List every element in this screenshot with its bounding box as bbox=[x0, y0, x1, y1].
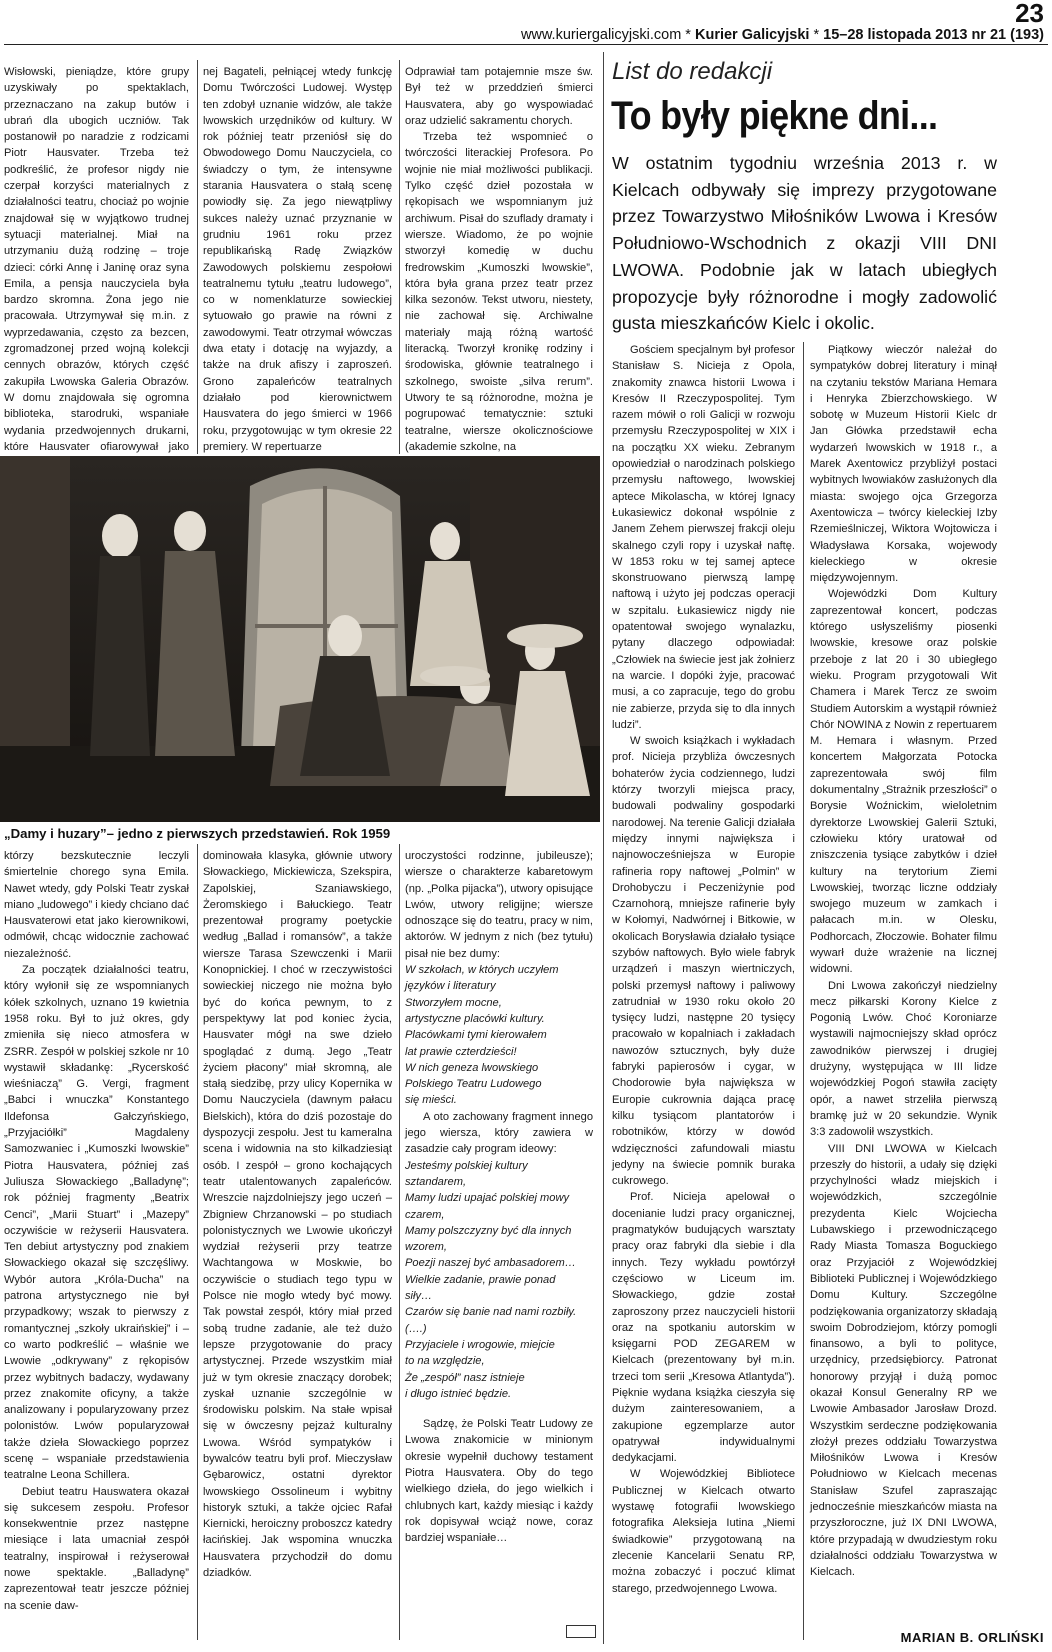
article-bottom-column-2 bbox=[203, 848, 392, 1640]
article-bottom-column-1 bbox=[4, 848, 189, 1640]
column-divider bbox=[399, 844, 400, 1640]
page-number: 23 bbox=[1015, 0, 1044, 28]
poem-line: Że „zespół” nasz istnieje bbox=[405, 1371, 525, 1384]
article-top-column-3 bbox=[405, 64, 593, 454]
separator: * bbox=[809, 27, 824, 43]
paragraph: Debiut teatru Hauswatera okazał się sukcesem zespołu. Profesor konsekwentnie przez następne miesiące i lata umacniał zespół teatralny, inspirował i reżyserował nowe spektakle. „Balladynę” zaprezentował teatr jeszcze później na scenie daw- bbox=[4, 1485, 189, 1612]
poem-line: Placówkami tymi kierowałem bbox=[405, 1029, 547, 1042]
poem-line: Mamy ludzi upajać polskiej mowy bbox=[405, 1192, 570, 1205]
paragraph: nej Bagateli, pełniącej wtedy funkcję Domu Twórczości Ludowej. Występ ten zdobył uznanie widzów, ale także lwowskich urzędników od kultury. W rok później teatr przeniósł się do Obwodowego Domu Nauczyciela, co świadczy o tym, że intensywne starania Hausvatera o stałą scenę powiodły się. Za jego niewątpliwy sukces należy uznać przyznanie w grudniu 1961 roku przez republikańską Radę Związków Zawodowych polskiemu zespołowi teatralnemu tytułu „teatru ludowego”, co w nomenklaturze sowieckiej sytuowało go prawie na równi z zawodowymi. Teatr otrzymał wówczas dwa etaty i dotację na wyjazdy, a także na druk afiszy i zaproszeń. Grono zapaleńców teatralnych działało pod kierownictwem Hausvatera do jego śmierci w 1966 roku, przygotowując w tym okresie 22 premiery. W repertuarze bbox=[203, 66, 392, 453]
paragraph: dominowała klasyka, głównie utwory Słowackiego, Mickiewicza, Szekspira, Zapolskiej, Szaniawskiego, Żeromskiego i Bałuckiego. Teatr prezentował programy poetyckie według „Ballad i romansów”, a także wiersze Tarasa Szewczenki i Marii Konopnickiej. I choć w rzeczywistości sowieckiej niczego nie można było być do końca pewnym, to z perspektywy lat pod koniec życia, Hausvater mógł na swe dzieło spoglądać z dumą. Jego „Teatr życiem płacony” miał skromną, ale stałą siedzibę, przy ulicy Kopernika w Domu Nauczyciela (dawnym pałacu Bielskich), która do dziś pozostaje do dyspozycji zespołu. Jest tu kameralna scena i widownia na sto kilkadziesiąt osób. I zespół – grono kochających teatr utalentowanych zapaleńców. Wreszcie najzdolniejszy jego uczeń – Zbigniew Chrzanowski – po studiach polonistycznych we Lwowie ukończył wydział reżyserii przy teatrze Wachtangowa w Moskwie, bo oczywiście o studiach tego typu w Polsce nie mogło wtedy być mowy. Tak powstał zespół, który miał przed sobą trudne zadanie, ale też dużo lepsze przygotowanie do pracy artystycznej. Przede wszystkim miał już w tym okresie znaczący dorobek; zyskał uznanie szczególnie w środowisku polskim. Na stałe wpisał się w ówczesny pejzaż kulturalny Lwowa. Wśród sympatyków i bywalców teatru byli prof. Mieczysław Gębarowicz, ostatni dyrektor lwowskiego Ossolineum i wybitny historyk sztuki, a także ojciec Rafał Kiernicki, heroiczny proboszcz katedry łacińskiej. Jak wspomina wnuczka Hausvatera przychodził do domu dziadków. bbox=[203, 850, 392, 1580]
paragraph: Prof. Nicieja apelował o docenianie ludzi pracy organicznej, pragmatyków budujących warsztaty pracy oraz fabryki dla siebie i dla innych. Tezy wykładu powtórzył częściowo w Liceum im. Słowackiego, gdzie został zaproszony przez nauczycieli historii oraz na spotkaniu autorskim w księgarni POD ZEGAREM w Kielcach (prezentowany był m.in. trzeci tom serii „Kresowa Atlantyda”). Pięknie wydana książka cieszyła się dużym zainteresowaniem, a zakupione egzemplarze autor opatrywał indywidualnymi dedykacjami. bbox=[612, 1191, 795, 1465]
poem-line: to na względzie, bbox=[405, 1355, 485, 1368]
poem-line: i długo istnieć będzie. bbox=[405, 1387, 512, 1400]
poem-line: Polskiego Teatru Ludowego bbox=[405, 1078, 542, 1091]
poem-line: języków i literatury bbox=[405, 980, 496, 993]
paragraph: Wojewódzki Dom Kultury zaprezentował koncert, podczas którego usłyszeliśmy piosenki lwowskie, kresowe oraz polskie przeboje z lat 20 i 30 ubiegłego wieku. Program przygotowali Wit Chamera i Marek Tercz ze swoim Studiem Autorskim a wystąpił również Chór NOWINA z Nowin z repertuarem M. Hemara i własnym. Przed koncertem Małgorzata Potocka zaprezentowała swój film dokumentalny „Strażnik przeszłości” o Borysie Woźnickim, wieloletnim dyrektorze Lwowskiej Galerii Sztuki, człowieku który uratował od zniszczenia tysiące zabytków i dzieł kultury na terytorium Ziemi Lwowskiej, tworząc liczne oddziały swojego muzeum w zamkach i pałacach m.in. w Olesku, Podhorcach, Złoczowie. Bohater filmu wywarł duże wrażenie na licznej widowni. bbox=[810, 588, 997, 976]
article-lead: W ostatnim tygodniu września 2013 r. w Kielcach odbywały się imprezy przygotowane przez Towarzystwo Miłośników Lwowa i Kresów Południowo-Wschodnich z okazji VIII DNI LWOWA. Podobnie jak w latach ubiegłych propozycje były różnorodne i mogły zadowolić gusta mieszkańców Kielc i okolic. bbox=[612, 153, 997, 334]
poem-line: Wielkie zadanie, prawie ponad bbox=[405, 1273, 556, 1286]
poem-line: Przyjaciele i wrogowie, miejcie bbox=[405, 1338, 555, 1351]
paragraph: A oto zachowany fragment innego jego wiersza, który zawiera w zasadzie cały program ideowy: bbox=[405, 1110, 593, 1156]
paragraph: Trzeba też wspomnieć o twórczości literackiej Profesora. Po wojnie nie miał możliwości publikacji. Tylko część dzieł pozostała w rękopisach we wspomnianym już archiwum. Pisał do szuflady dramaty i wiersze. Wiadomo, że po wojnie stworzył komedię w duchu fredrowskim „Kumoszki lwowskie”, która była grana przez teatr przez kilka sezonów. Tekst utworu, niestety, nie zachował się. Archiwalne materiały mają różną wartość literacką. Tworzył kronikę rodziny i środowiska, głównie teatralnego i szkolnego, swoiste „silva rerum”. Utwory te są różnorodne, można je pogrupować tematycznie: sztuki teatralne, wiersze okolicznościowe (akademie szkolne, na bbox=[405, 131, 593, 453]
letter-column-2 bbox=[810, 342, 997, 1630]
theatre-photo bbox=[0, 456, 600, 822]
poem-line: siły… bbox=[405, 1290, 433, 1303]
poem-line: czarem, bbox=[405, 1208, 445, 1221]
theatre-photo-image bbox=[0, 456, 600, 822]
header-rule bbox=[4, 44, 1048, 45]
poem-line: artystyczne placówki kultury. bbox=[405, 1012, 545, 1025]
end-of-article-mark bbox=[566, 1625, 596, 1638]
article-top-column-2 bbox=[203, 64, 392, 454]
poem-line: Mamy polszczyzny być dla innych bbox=[405, 1224, 572, 1237]
page-header bbox=[0, 0, 1052, 44]
paragraph: Piątkowy wieczór należał do sympatyków dobrej literatury i minął na czytaniu tekstów Mariana Hemara i Henryka Zbierzchowskiego. W sobotę w Muzeum Historii Kielc dr Jan Główka przedstawił echa wydarzeń lwowskich w 1918 r., a Marek Axentowicz przybliżył postaci wybitnych lwowiaków zasłużonych dla miasta: swojego ojca Grzegorza Axentowicza – twórcy kieleckiej Izby Rzemieślniczej, Wiktora Wojtowicza i Władysława Korsaka, wojewody kieleckiego w okresie międzywojennym. bbox=[810, 344, 997, 585]
article-top-column-1 bbox=[4, 64, 189, 454]
separator: * bbox=[681, 27, 695, 43]
poem-line: Czarów się banie nad nami rozbiły. bbox=[405, 1306, 577, 1319]
poem-line: sztandarem, bbox=[405, 1175, 467, 1188]
poem-line: Poezji naszej być ambasadorem… bbox=[405, 1257, 576, 1270]
poem-1 bbox=[405, 962, 593, 1109]
paragraph: W swoich książkach i wykładach prof. Nicieja przybliża ówczesnych bohaterów życia codziennego, ludzi którzy tworzyli miejsca pracy, budowali podwaliny gospodarki narodowej. Na terenie Galicji działała między innymi największa i najnowocześniejsza w Europie rafineria ropy naftowej „Polmin” w Drohobyczu i Peczeniżynie pod Czarnohorą, mniejsze rafinerie były w Kołomyi, Nadwórnej i Bitkowie, w okolicach Borysławia działało tysiące szybów naftowych. Było wiele fabryk urządzeń i maszyn wiertniczych, polski przemysł naftowy i paliwowy zatrudniał w 1930 roku około 20 tysięcy ludzi, następne 20 tysięcy pracowało w kopalniach i zakładach nawozów sztucznych, były duże fabryki papierosów i cygar, w Chodorowie była największa w Europie cukrownia dająca pracę kilku tysiącom plantatorów i robotników, którzy w dowód wdzięczności zafundowali miastu jedyny na świecie pomnik buraka cukrowego. bbox=[612, 735, 795, 1188]
paragraph: W Wojewódzkiej Bibliotece Publicznej w Kielcach otwarto wystawę fotografii lwowskiego fotografika Aleksieja Iutina „Niemi świadkowie” przygotowaną na zlecenie Kancelarii Senatu RP, można zobaczyć i poczuć klimat starego, przedwojennego Lwowa. bbox=[612, 1468, 795, 1595]
poem-line: się mieści. bbox=[405, 1094, 457, 1107]
letter-column-1 bbox=[612, 342, 795, 1652]
article-bottom-column-3 bbox=[405, 848, 593, 1623]
website-link[interactable]: www.kuriergalicyjski.com bbox=[520, 27, 682, 43]
column-divider bbox=[197, 60, 198, 454]
column-divider bbox=[399, 60, 400, 454]
paragraph: uroczystości rodzinne, jubileusze); wiersze o charakterze kabaretowym (np. „Polka pijacka”), utwory opisujące Lwów, utwory religijne; wiersze odnoszące się do teatru, pracy w nim, aktorów. W jednym z nich (bez tytułu) pisał nie bez dumy: bbox=[405, 850, 593, 960]
poem-line: Stworzyłem mocne, bbox=[405, 996, 502, 1009]
paragraph: Wisłowski, pieniądze, które grupy uzyskiwały po spektaklach, przeznaczano na zakup butów i ubrań dla ubogich uczniów. Tak postanowił po naradzie z rodzicami Piotr Hausvater. Trzeba też podkreślić, że profesor nigdy nie czerpał korzyści materialnych z działalności teatru, chociaż po wojnie znajdował się w wyjątkowo trudnej sytuacji materialnej. Miał na utrzymaniu dużą rodzinę – troje dzieci: córki Annę i Janinę oraz syna Emila, a pensja nauczyciela była bardzo skromna. Żona jego nie pracowała. Utrzymywał się m.in. z wyprzedawania, często za bezcen, zgromadzonej przed wojną kolekcji cennych obrazów, których część zakupiła Lwowska Galeria Obrazów. W domu znajdowała się ogromna biblioteka, starodruki, wspaniałe wydania przedwojennych drukarni, które Hausvater ofiarowywał jako bbox=[4, 66, 189, 453]
article-divider bbox=[603, 52, 604, 1644]
poem-2 bbox=[405, 1158, 593, 1402]
poem-line: W nich geneza lwowskiego bbox=[405, 1061, 539, 1074]
paragraph: Sądzę, że Polski Teatr Ludowy ze Lwowa znakomicie w minionym okresie wypełnił duchowy testament Piotra Hausvatera. Oby do tego wielkiego dzieła, do jego wielkich i chlubnych kart, każdy miesiąc i każdy rok dopisywał wciąż nowe, coraz bardziej wspaniałe… bbox=[405, 1418, 593, 1545]
masthead-line bbox=[521, 27, 1044, 43]
paragraph: Gościem specjalnym był profesor Stanisław S. Nicieja z Opola, znakomity znawca historii Lwowa i Kresów II Rzeczypospolitej. Tym razem mówił o roli Galicji w rozwoju przemysłu Rzeczypospolitej w XIX i na początku XX wieku. Zebranym opowiedział o narodzinach polskiego przemysłu naftowego, lwowskiej aptece Mikolascha, w której Ignacy Łukasiewicz dokonał wspólnie z Janem Zehem pierwszej frakcji oleju skalnego czyli ropy i uzyskał naftę. W 1853 roku w tej samej aptece skonstruowano pierwszą lampę naftową i użyto jej podczas operacji w szpitalu. Łukasiewicz nigdy nie opatentował swojego wynalazku, pytany dlaczego odpowiadał: „Człowiek na świecie jest jak żołnierz na warcie. I dopóki żyje, pracować musi, a co zapracuje, tego do grobu nie zabierze, przyda się to dla innych ludzi”. bbox=[612, 344, 795, 731]
poem-line: Jesteśmy polskiej kultury bbox=[405, 1159, 528, 1172]
column-divider bbox=[803, 342, 804, 1640]
poem-line: wzorem, bbox=[405, 1241, 447, 1254]
article-author: MARIAN B. ORLIŃSKI bbox=[900, 1630, 1044, 1645]
article-headline: To były piękne dni... bbox=[611, 94, 938, 138]
paragraph: VIII DNI LWOWA w Kielcach przeszły do historii, a udały się dzięki przychylności władz miejskich i wojewódzkich, szczególnie prezydenta Kielc Wojciecha Lubawskiego i przewodniczącego Rady Miasta Tomasza Boguckiego oraz Przyjaciół z Wojewódzkiej Biblioteki Publicznej i Wojewódzkiego Domu Kultury. Szczególne podziękowania organizatorzy składają swoim Dobrodziejom, którzy pomogli finansowo, a byli to polityce, urzędnicy, przedsiębiorcy. Patronat honorowy przyjął i dużą pomoc okazał Konsul Generalny RP we Lwowie Ambasador Jarosław Drozd. Wszystkim serdeczne podziękowania złożył prezes oddziału Towarzystwa Miłośników Lwowa i Kresów Południowo w Kielcach mecenas Stanisław Szufel zapraszając jednocześnie mieszkańców miasta na przyszłoroczne, już IX DNI LWOWA, które przypadają w dwudziestym roku działalności oddziału Towarzystwa w Kielcach. bbox=[810, 1142, 997, 1579]
newspaper-name: Kurier Galicyjski bbox=[694, 27, 810, 43]
paragraph: Dni Lwowa zakończył niedzielny mecz piłkarski Korony Kielce z Pogonią Lwów. Choć Koroniarze wystawili najmocniejszy skład oprócz zawodników pierwszej i drugiej drużyny, występująca w III lidze wojewódzkiej Pogoń stawiła zacięty opór, a nawet strzeliła pierwszą bramkę już w 20 sekundzie. Wynik 3:3 zadowolił wszystkich. bbox=[810, 979, 997, 1139]
section-kicker: List do redakcji bbox=[612, 58, 773, 85]
poem-line: (….) bbox=[405, 1322, 427, 1335]
poem-line: W szkołach, w których uczyłem bbox=[405, 964, 559, 977]
photo-caption: „Damy i huzary”– jedno z pierwszych przedstawień. Rok 1959 bbox=[4, 826, 391, 841]
paragraph: Odprawiał tam potajemnie msze św. Był też w przeddzień śmierci Hausvatera, aby go wyspowiadać oraz udzielić sakramentu chorych. bbox=[405, 66, 593, 127]
paragraph: Za początek działalności teatru, który wyłonił się ze wspomnianych kółek szkolnych, uznano 19 kwietnia 1958 roku. Był to już okres, gdy zmieniła się nieco atmosfera w ZSRR. Zespół w polskiej szkole nr 10 wystawił składankę: „Rycerskość wieśniaczą” G. Vergi, fragment „Babci i wnuczka” Konstantego Ildefonsa Gałczyńskiego, „Przyjaciółki” Magdaleny Samozwaniec i „Kumoszki lwowskie” Piotra Hausvatera, później zaś Juliusza Słowackiego „Balladynę”; rok później fragmenty „Beatrix Cenci”, „Marii Stuart” i „Mazepy” oczywiście w reżyserii Hausvatera. Ten debiut artystyczny pod znakiem Słowackiego okazał się szczęśliwy. Wybór autora „Króla-Ducha” na patrona artystycznego nie był przypadkowy; wszak to pierwszy z romantycznej „szkoły ukraińskiej” i – co warto podkreślić – właśnie we Lwowie „odkrywany” z rękopisów przez wybitnych badaczy, wydawany przez znakomite oficyny, a także analizowany i popularyzowany przez polonistów. Lwów popularyzował także dzieła Słowackiego poprzez scenę – wspaniałe przedstawienia teatralne Leona Schillera. bbox=[4, 964, 189, 1482]
paragraph: którzy bezskutecznie leczyli śmiertelnie chorego syna Emila. Nawet wtedy, gdy Polski Teatr zyskał miano „ludowego” i kiedy chciano dać Hausvaterowi etat jako kierownikowi, odmówił, chcąc widocznie zachować niezależność. bbox=[4, 850, 189, 960]
poem-line: lat prawie czterdzieści! bbox=[405, 1045, 517, 1058]
issue-info: 15–28 listopada 2013 nr 21 (193) bbox=[823, 27, 1044, 43]
column-divider bbox=[197, 844, 198, 1640]
